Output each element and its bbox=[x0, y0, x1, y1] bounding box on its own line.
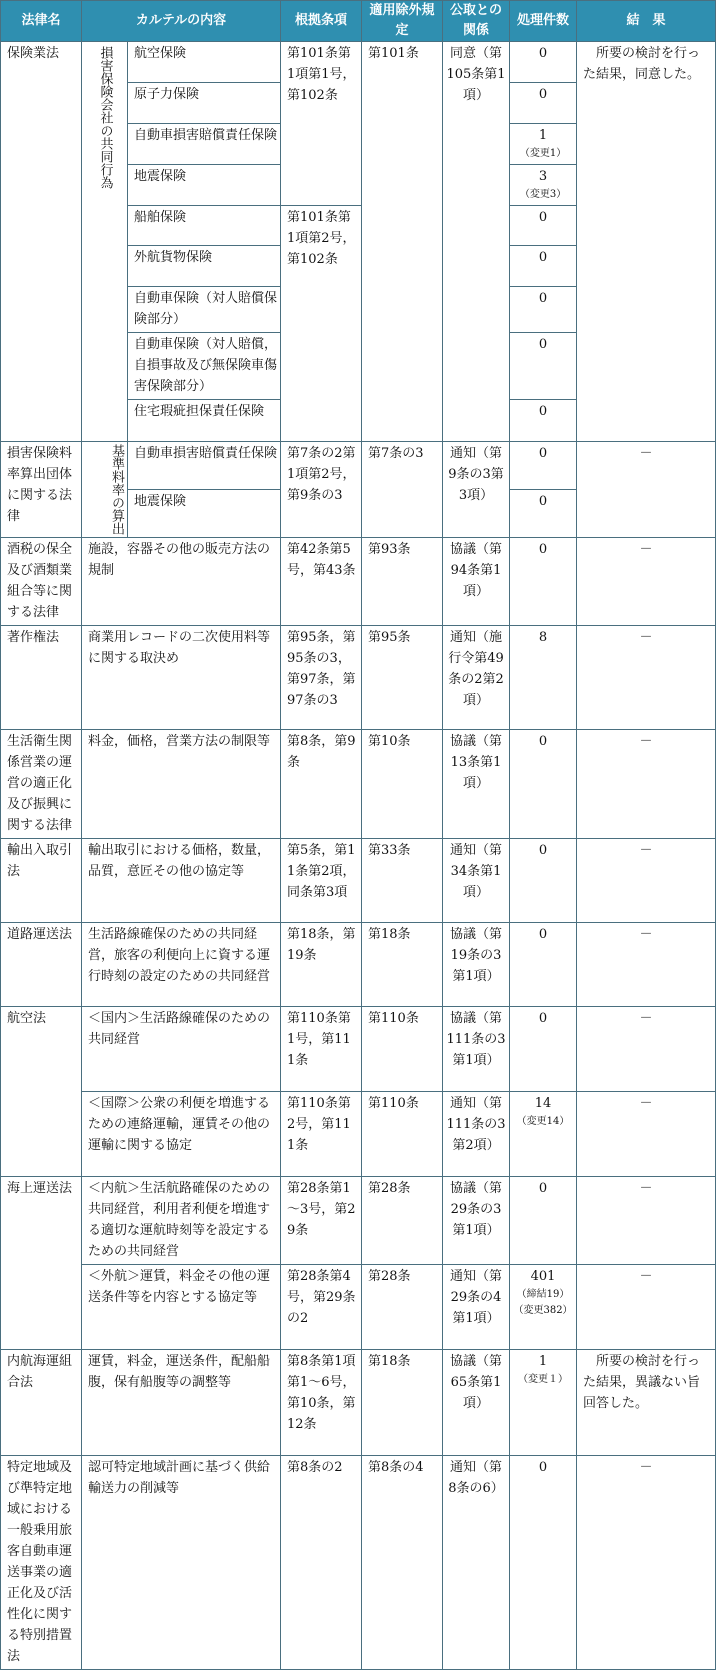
law-name: 損害保険料率算出団体に関する法律 bbox=[1, 442, 82, 538]
cartel-content: 輸出取引における価格，数量，品質，意匠その他の協定等 bbox=[82, 839, 281, 923]
relation: 同意（第105条第1項） bbox=[443, 42, 510, 442]
relation: 通知（第9条の3第3項） bbox=[443, 442, 510, 538]
table-row bbox=[1, 1007, 716, 1092]
count: 0 bbox=[510, 1177, 577, 1265]
header-article: 根拠条項 bbox=[281, 1, 362, 42]
exemption: 第18条 bbox=[362, 923, 443, 1007]
header-law: 法律名 bbox=[1, 1, 82, 42]
cartel-group: 損害保険会社の共同行為 bbox=[82, 42, 128, 442]
count-note: （変更14） bbox=[516, 1116, 570, 1127]
count: 0 bbox=[510, 1456, 577, 1670]
count-note: （変更382） bbox=[513, 1305, 573, 1316]
count-note: （変更3） bbox=[519, 189, 567, 200]
article: 第42条第5号，第43条 bbox=[281, 538, 362, 626]
result: － bbox=[577, 626, 716, 730]
exemption: 第110条 bbox=[362, 1007, 443, 1092]
result: － bbox=[577, 1456, 716, 1670]
exemption: 第18条 bbox=[362, 1350, 443, 1456]
law-name: 航空法 bbox=[1, 1007, 82, 1177]
law-name: 生活衛生関係営業の運営の適正化及び振興に関する法律 bbox=[1, 730, 82, 839]
result: － bbox=[577, 1092, 716, 1177]
result: 所要の検討を行った結果，同意した。 bbox=[577, 42, 716, 442]
exemption: 第110条 bbox=[362, 1092, 443, 1177]
cartel-item: 原子力保険 bbox=[128, 83, 281, 124]
count: 0 bbox=[510, 400, 577, 442]
count-cell bbox=[510, 1350, 577, 1456]
law-name: 特定地域及び準特定地域における一般乗用旅客自動車運送事業の適正化及び活性化に関する特別措置法 bbox=[1, 1456, 82, 1670]
cartel-item: 船舶保険 bbox=[128, 206, 281, 246]
result: － bbox=[577, 442, 716, 538]
count-note: （変更１） bbox=[518, 1374, 569, 1385]
cartel-item: 航空保険 bbox=[128, 42, 281, 83]
count: 0 bbox=[510, 287, 577, 333]
relation: 通知（施行令第49条の2第2項） bbox=[443, 626, 510, 730]
article: 第28条第1～3号，第29条 bbox=[281, 1177, 362, 1265]
article: 第18条，第19条 bbox=[281, 923, 362, 1007]
cartel-content: ＜国際＞公衆の利便を増進するための連絡運輸，運賃その他の運輸に関する協定 bbox=[82, 1092, 281, 1177]
table-row bbox=[1, 538, 716, 626]
exemption: 第95条 bbox=[362, 626, 443, 730]
count-cell bbox=[510, 165, 577, 206]
cartel-group: 基準料率の算出 bbox=[82, 442, 128, 538]
relation: 協議（第65条第1項） bbox=[443, 1350, 510, 1456]
law-name: 酒税の保全及び酒類業組合等に関する法律 bbox=[1, 538, 82, 626]
header-count: 処理件数 bbox=[510, 1, 577, 42]
law-name: 内航海運組合法 bbox=[1, 1350, 82, 1456]
relation: 通知（第34条第1項） bbox=[443, 839, 510, 923]
exemption: 第101条 bbox=[362, 42, 443, 442]
count: 1 bbox=[538, 1354, 548, 1369]
table-row bbox=[1, 42, 716, 83]
cartel-content: 生活路線確保のための共同経営，旅客の利便向上に資する運行時刻の設定のための共同経営 bbox=[82, 923, 281, 1007]
law-name: 輸出入取引法 bbox=[1, 839, 82, 923]
relation: 通知（第29条の4第1項） bbox=[443, 1265, 510, 1350]
table-row bbox=[1, 923, 716, 1007]
article: 第101条第1項第2号，第102条 bbox=[281, 206, 362, 442]
cartel-content: 料金，価格，営業方法の制限等 bbox=[82, 730, 281, 839]
table-row bbox=[1, 1177, 716, 1265]
header-content: カルテルの内容 bbox=[82, 1, 281, 42]
header-exemption: 適用除外規定 bbox=[362, 1, 443, 42]
relation: 通知（第111条の3第2項） bbox=[443, 1092, 510, 1177]
exemption: 第28条 bbox=[362, 1177, 443, 1265]
relation: 協議（第13条第1項） bbox=[443, 730, 510, 839]
article: 第8条の2 bbox=[281, 1456, 362, 1670]
cartel-item: 地震保険 bbox=[128, 165, 281, 206]
law-name: 著作権法 bbox=[1, 626, 82, 730]
count: 0 bbox=[510, 206, 577, 246]
cartel-content: ＜内航＞生活航路確保のための共同経営，利用者利便を増進する適切な運航時刻等を設定するための共同経営 bbox=[82, 1177, 281, 1265]
table-row bbox=[1, 1350, 716, 1456]
cartel-content: 認可特定地域計画に基づく供給輸送力の削減等 bbox=[82, 1456, 281, 1670]
exemption: 第33条 bbox=[362, 839, 443, 923]
count: 0 bbox=[510, 42, 577, 83]
article: 第5条，第11条第2項，同条第3項 bbox=[281, 839, 362, 923]
count: 14 bbox=[534, 1096, 552, 1111]
result: 所要の検討を行った結果，異議ない旨回答した。 bbox=[577, 1350, 716, 1456]
law-name: 保険業法 bbox=[1, 42, 82, 442]
count-cell bbox=[510, 1092, 577, 1177]
relation: 協議（第19条の3第1項） bbox=[443, 923, 510, 1007]
result: － bbox=[577, 538, 716, 626]
article: 第28条第4号，第29条の2 bbox=[281, 1265, 362, 1350]
article: 第8条第1項第1～6号，第10条，第12条 bbox=[281, 1350, 362, 1456]
law-name: 道路運送法 bbox=[1, 923, 82, 1007]
count: 0 bbox=[510, 246, 577, 287]
article: 第101条第1項第1号，第102条 bbox=[281, 42, 362, 206]
count-note: （締結19） bbox=[516, 1289, 570, 1300]
count: 8 bbox=[510, 626, 577, 730]
article: 第95条，第95条の3，第97条，第97条の3 bbox=[281, 626, 362, 730]
table-row bbox=[1, 730, 716, 839]
table-row bbox=[1, 1456, 716, 1670]
count-cell bbox=[510, 124, 577, 165]
law-name: 海上運送法 bbox=[1, 1177, 82, 1350]
count: 0 bbox=[510, 538, 577, 626]
cartel-item: 外航貨物保険 bbox=[128, 246, 281, 287]
cartel-item: 自動車保険（対人賠償保険部分） bbox=[128, 287, 281, 333]
cartel-content: ＜外航＞運賃，料金その他の運送条件等を内容とする協定等 bbox=[82, 1265, 281, 1350]
table-row bbox=[1, 626, 716, 730]
article: 第110条第2号，第111条 bbox=[281, 1092, 362, 1177]
header-result: 結 果 bbox=[577, 1, 716, 42]
table-row bbox=[1, 442, 716, 490]
count: 401 bbox=[530, 1269, 556, 1284]
header-row bbox=[1, 1, 716, 42]
exemption: 第28条 bbox=[362, 1265, 443, 1350]
count: 0 bbox=[510, 923, 577, 1007]
exemption: 第93条 bbox=[362, 538, 443, 626]
count: 0 bbox=[510, 839, 577, 923]
relation: 協議（第29条の3第1項） bbox=[443, 1177, 510, 1265]
result: － bbox=[577, 1265, 716, 1350]
article: 第7条の2第1項第2号，第9条の3 bbox=[281, 442, 362, 538]
exemption: 第7条の3 bbox=[362, 442, 443, 538]
header-relation: 公取との関係 bbox=[443, 1, 510, 42]
result: － bbox=[577, 1177, 716, 1265]
count-cell bbox=[510, 1265, 577, 1350]
cartel-content: ＜国内＞生活路線確保のための共同経営 bbox=[82, 1007, 281, 1092]
count: 0 bbox=[510, 490, 577, 538]
exemption: 第10条 bbox=[362, 730, 443, 839]
cartel-content: 運賃，料金，運送条件，配船船腹，保有船腹等の調整等 bbox=[82, 1350, 281, 1456]
count: 0 bbox=[510, 442, 577, 490]
result: － bbox=[577, 923, 716, 1007]
cartel-item: 自動車保険（対人賠償，自損事故及び無保険車傷害保険部分） bbox=[128, 333, 281, 400]
cartel-item: 地震保険 bbox=[128, 490, 281, 538]
count: 0 bbox=[510, 83, 577, 124]
count: 0 bbox=[510, 1007, 577, 1092]
table-row bbox=[1, 1265, 716, 1350]
count: 1 bbox=[538, 128, 548, 143]
cartel-content: 商業用レコードの二次使用料等に関する取決め bbox=[82, 626, 281, 730]
article: 第8条，第9条 bbox=[281, 730, 362, 839]
relation: 協議（第111条の3第1項） bbox=[443, 1007, 510, 1092]
relation: 協議（第94条第1項） bbox=[443, 538, 510, 626]
table-row bbox=[1, 1092, 716, 1177]
cartel-item: 住宅瑕疵担保責任保険 bbox=[128, 400, 281, 442]
cartel-item: 自動車損害賠償責任保険 bbox=[128, 124, 281, 165]
result: － bbox=[577, 730, 716, 839]
exemption: 第8条の4 bbox=[362, 1456, 443, 1670]
article: 第110条第1号，第111条 bbox=[281, 1007, 362, 1092]
result: － bbox=[577, 1007, 716, 1092]
result: － bbox=[577, 839, 716, 923]
count: 0 bbox=[510, 730, 577, 839]
cartel-content: 施設，容器その他の販売方法の規制 bbox=[82, 538, 281, 626]
count-note: （変更1） bbox=[519, 148, 567, 159]
table-row bbox=[1, 839, 716, 923]
cartel-item: 自動車損害賠償責任保険 bbox=[128, 442, 281, 490]
count: 3 bbox=[538, 169, 548, 184]
relation: 通知（第8条の6） bbox=[443, 1456, 510, 1670]
count: 0 bbox=[510, 333, 577, 400]
